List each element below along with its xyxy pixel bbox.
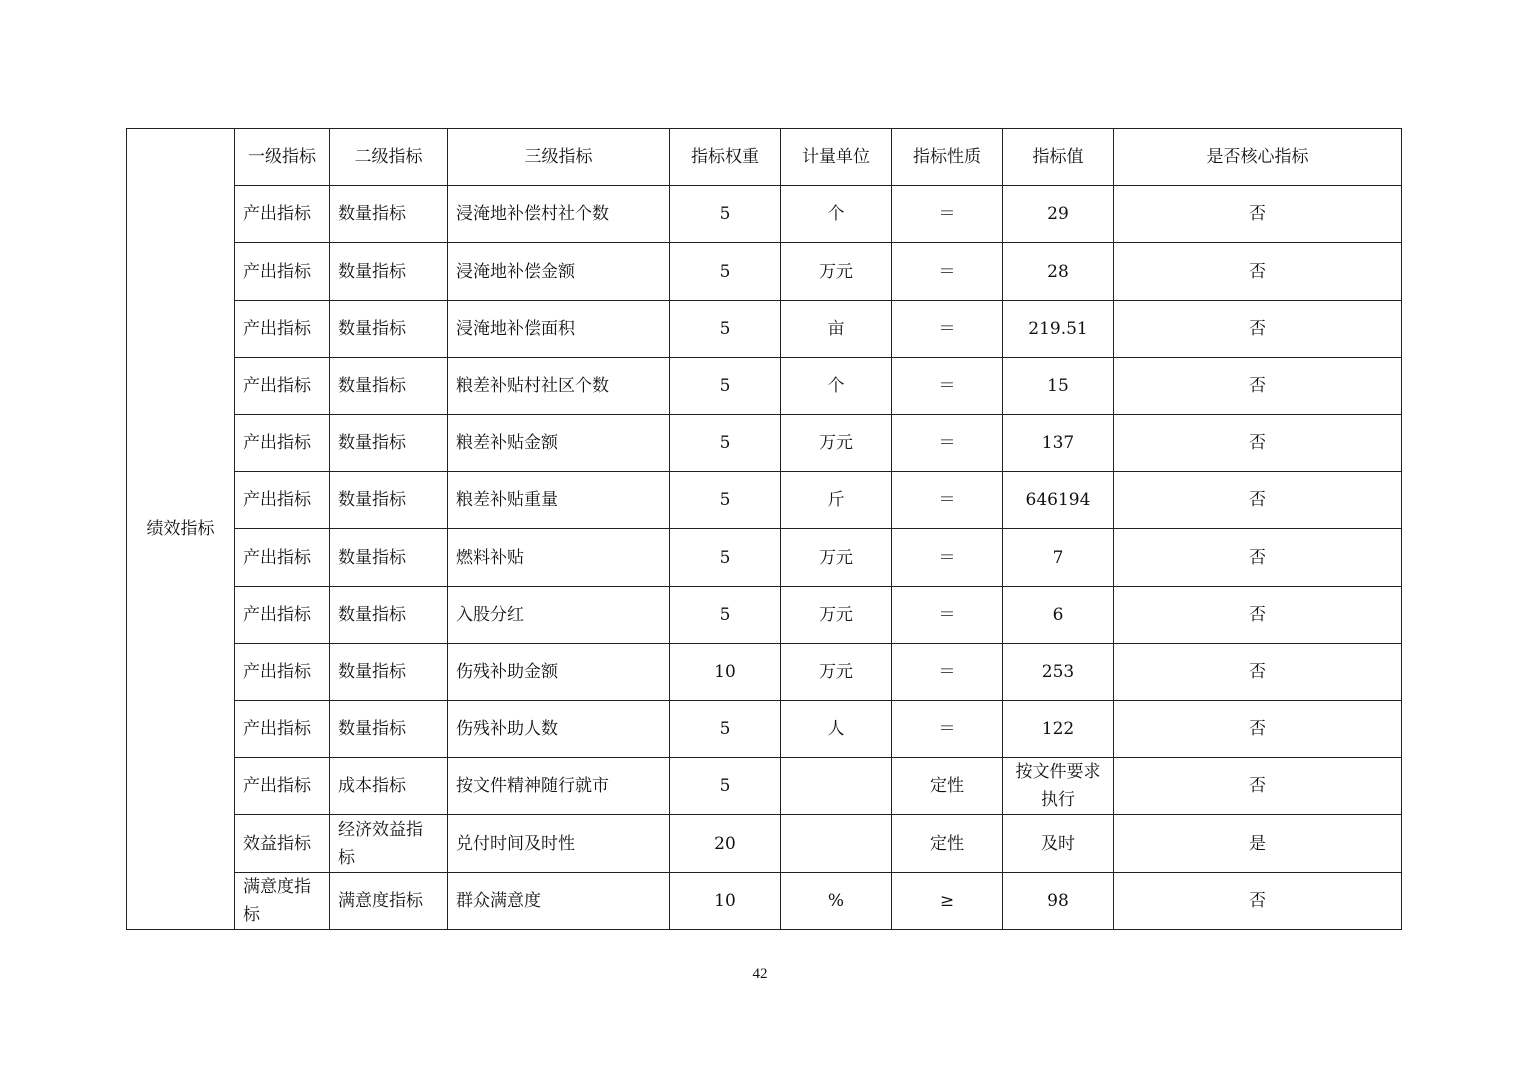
table-row <box>127 529 1402 586</box>
cell-level3: 入股分红 <box>448 586 670 643</box>
cell-nature: ＝ <box>892 701 1003 758</box>
cell-level3: 浸淹地补偿金额 <box>448 243 670 300</box>
cell-level2: 数量指标 <box>330 300 448 357</box>
cell-level3: 粮差补贴金额 <box>448 415 670 472</box>
cell-level3: 燃料补贴 <box>448 529 670 586</box>
cell-nature: ＝ <box>892 415 1003 472</box>
cell-level1: 产出指标 <box>235 586 330 643</box>
cell-core: 否 <box>1114 872 1402 929</box>
cell-unit: 人 <box>781 701 892 758</box>
cell-level1: 产出指标 <box>235 186 330 243</box>
cell-weight: 5 <box>670 415 781 472</box>
cell-value: 98 <box>1003 872 1114 929</box>
cell-core: 否 <box>1114 472 1402 529</box>
cell-weight: 5 <box>670 758 781 815</box>
cell-unit <box>781 815 892 872</box>
cell-weight: 5 <box>670 300 781 357</box>
cell-unit: 斤 <box>781 472 892 529</box>
cell-core: 否 <box>1114 701 1402 758</box>
cell-core: 否 <box>1114 186 1402 243</box>
cell-level3: 粮差补贴重量 <box>448 472 670 529</box>
cell-unit: 万元 <box>781 586 892 643</box>
cell-unit: 万元 <box>781 415 892 472</box>
table-row <box>127 815 1402 872</box>
cell-level3: 浸淹地补偿面积 <box>448 300 670 357</box>
cell-unit: 万元 <box>781 243 892 300</box>
cell-value: 253 <box>1003 643 1114 700</box>
cell-unit <box>781 758 892 815</box>
cell-level1: 效益指标 <box>235 815 330 872</box>
cell-level2: 成本指标 <box>330 758 448 815</box>
cell-core: 否 <box>1114 643 1402 700</box>
cell-level2: 数量指标 <box>330 643 448 700</box>
cell-level3: 兑付时间及时性 <box>448 815 670 872</box>
cell-level1: 产出指标 <box>235 529 330 586</box>
cell-unit: % <box>781 872 892 929</box>
cell-level1: 产出指标 <box>235 357 330 414</box>
table-body <box>127 129 1402 930</box>
cell-nature: ＝ <box>892 300 1003 357</box>
cell-weight: 5 <box>670 529 781 586</box>
cell-value: 28 <box>1003 243 1114 300</box>
cell-level1: 产出指标 <box>235 243 330 300</box>
cell-level3: 浸淹地补偿村社个数 <box>448 186 670 243</box>
cell-level2: 经济效益指标 <box>330 815 448 872</box>
cell-value: 646194 <box>1003 472 1114 529</box>
cell-level3: 伤残补助人数 <box>448 701 670 758</box>
cell-core: 是 <box>1114 815 1402 872</box>
header-level3: 三级指标 <box>448 129 670 186</box>
cell-nature: ＝ <box>892 586 1003 643</box>
cell-nature: ≥ <box>892 872 1003 929</box>
cell-level3: 伤残补助金额 <box>448 643 670 700</box>
table-row <box>127 243 1402 300</box>
table-row <box>127 415 1402 472</box>
cell-weight: 5 <box>670 586 781 643</box>
cell-value: 122 <box>1003 701 1114 758</box>
header-level2: 二级指标 <box>330 129 448 186</box>
header-weight: 指标权重 <box>670 129 781 186</box>
page-number: 42 <box>752 966 768 982</box>
cell-nature: 定性 <box>892 758 1003 815</box>
cell-level2: 数量指标 <box>330 415 448 472</box>
cell-weight: 10 <box>670 643 781 700</box>
cell-level1: 满意度指标 <box>235 872 330 929</box>
cell-value: 按文件要求执行 <box>1003 758 1114 815</box>
table-row <box>127 357 1402 414</box>
table-row <box>127 872 1402 929</box>
cell-level2: 数量指标 <box>330 357 448 414</box>
cell-nature: ＝ <box>892 472 1003 529</box>
performance-indicator-side-label: 绩效指标 <box>127 129 235 930</box>
cell-level2: 数量指标 <box>330 472 448 529</box>
cell-level2: 数量指标 <box>330 243 448 300</box>
table-row <box>127 472 1402 529</box>
cell-nature: ＝ <box>892 529 1003 586</box>
cell-core: 否 <box>1114 586 1402 643</box>
cell-core: 否 <box>1114 357 1402 414</box>
cell-core: 否 <box>1114 300 1402 357</box>
cell-weight: 5 <box>670 472 781 529</box>
cell-level2: 满意度指标 <box>330 872 448 929</box>
cell-weight: 5 <box>670 243 781 300</box>
table-row <box>127 643 1402 700</box>
cell-nature: ＝ <box>892 643 1003 700</box>
cell-level3: 粮差补贴村社区个数 <box>448 357 670 414</box>
table-row <box>127 586 1402 643</box>
cell-core: 否 <box>1114 243 1402 300</box>
cell-level2: 数量指标 <box>330 529 448 586</box>
cell-value: 及时 <box>1003 815 1114 872</box>
header-core: 是否核心指标 <box>1114 129 1402 186</box>
cell-weight: 5 <box>670 357 781 414</box>
cell-value: 29 <box>1003 186 1114 243</box>
cell-unit: 个 <box>781 357 892 414</box>
cell-level3: 群众满意度 <box>448 872 670 929</box>
cell-value: 15 <box>1003 357 1114 414</box>
cell-unit: 亩 <box>781 300 892 357</box>
cell-core: 否 <box>1114 415 1402 472</box>
cell-level3: 按文件精神随行就市 <box>448 758 670 815</box>
header-unit: 计量单位 <box>781 129 892 186</box>
cell-value: 7 <box>1003 529 1114 586</box>
header-value: 指标值 <box>1003 129 1114 186</box>
cell-unit: 万元 <box>781 643 892 700</box>
header-row <box>127 129 1402 186</box>
table-row <box>127 701 1402 758</box>
cell-level2: 数量指标 <box>330 701 448 758</box>
cell-level2: 数量指标 <box>330 186 448 243</box>
header-nature: 指标性质 <box>892 129 1003 186</box>
cell-core: 否 <box>1114 529 1402 586</box>
cell-weight: 10 <box>670 872 781 929</box>
cell-value: 6 <box>1003 586 1114 643</box>
table-row <box>127 758 1402 815</box>
cell-weight: 5 <box>670 701 781 758</box>
cell-weight: 20 <box>670 815 781 872</box>
cell-nature: ＝ <box>892 186 1003 243</box>
cell-level1: 产出指标 <box>235 758 330 815</box>
table-row <box>127 300 1402 357</box>
cell-level1: 产出指标 <box>235 643 330 700</box>
cell-nature: ＝ <box>892 357 1003 414</box>
cell-value: 137 <box>1003 415 1114 472</box>
cell-nature: 定性 <box>892 815 1003 872</box>
cell-level1: 产出指标 <box>235 701 330 758</box>
cell-level1: 产出指标 <box>235 415 330 472</box>
cell-nature: ＝ <box>892 243 1003 300</box>
cell-unit: 个 <box>781 186 892 243</box>
cell-level1: 产出指标 <box>235 300 330 357</box>
cell-value: 219.51 <box>1003 300 1114 357</box>
header-level1: 一级指标 <box>235 129 330 186</box>
cell-level1: 产出指标 <box>235 472 330 529</box>
table-row <box>127 186 1402 243</box>
cell-unit: 万元 <box>781 529 892 586</box>
cell-core: 否 <box>1114 758 1402 815</box>
performance-indicator-table <box>126 128 1402 930</box>
cell-weight: 5 <box>670 186 781 243</box>
cell-level2: 数量指标 <box>330 586 448 643</box>
